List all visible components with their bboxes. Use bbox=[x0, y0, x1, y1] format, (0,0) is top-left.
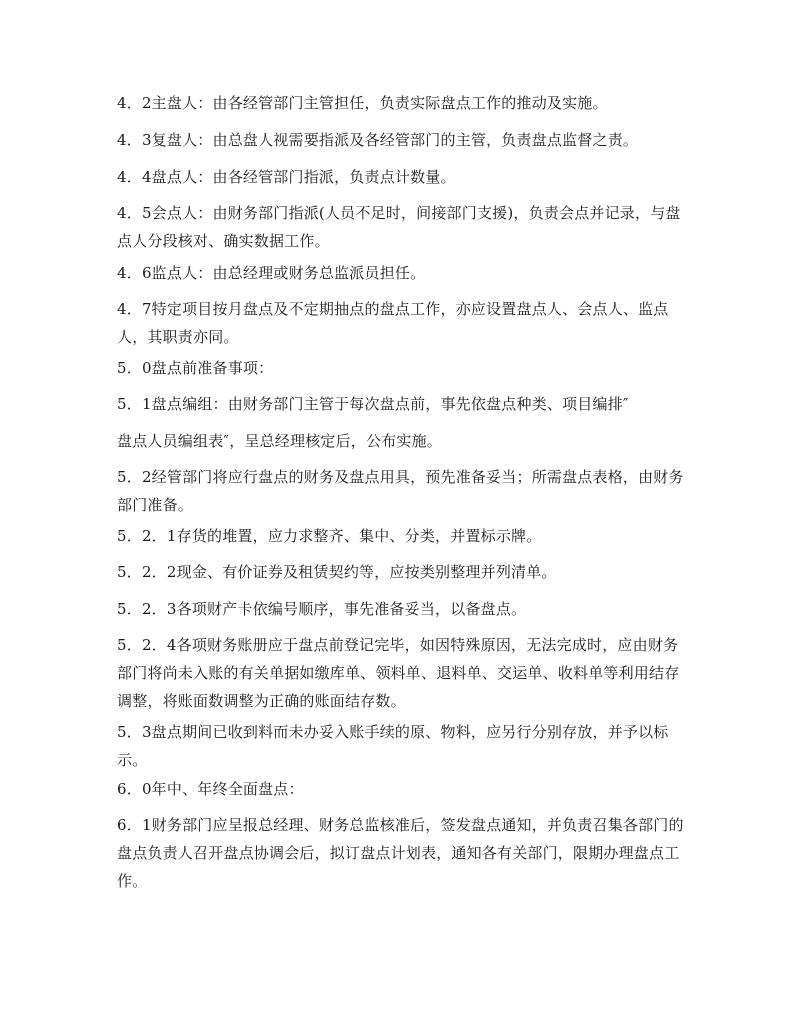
paragraph-5-2-3: 5．2．3各项财产卡依编号顺序，事先准备妥当，以备盘点。 bbox=[117, 600, 527, 618]
paragraph-5-2: 5．2经管部门将应行盘点的财务及盘点用具，预先准备妥当；所需盘点表格，由财务部门准备。 bbox=[117, 468, 684, 514]
paragraph-4-7: 4．7特定项目按月盘点及不定期抽点的盘点工作，亦应设置盘点人、会点人、监点人，其职责亦同。 bbox=[117, 300, 669, 346]
paragraph-4-6: 4．6监点人：由总经理或财务总监派员担任。 bbox=[117, 264, 426, 282]
section-5-0-heading: 5．0盘点前准备事项： bbox=[117, 359, 274, 377]
paragraph-5-2-4: 5．2．4各项财务账册应于盘点前登记完毕，如因特殊原因，无法完成时，应由财务部门将尚未入账的有关单据如缴库单、领料单、退料单、交运单、收料单等利用结存调整，将账面数调整为正确的账面结存数。 bbox=[117, 636, 680, 710]
paragraph-5-1: 5．1盘点编组：由财务部门主管于每次盘点前，事先依盘点种类、项目编排″ bbox=[117, 395, 629, 413]
paragraph-5-1-continued: 盘点人员编组表″，呈总经理核定后，公布实施。 bbox=[117, 432, 443, 450]
paragraph-5-2-2: 5．2．2现金、有价证券及租赁契约等，应按类别整理并列清单。 bbox=[117, 563, 557, 581]
paragraph-4-5: 4．5会点人：由财务部门指派(人员不足时，间接部门支援)，负责会点并记录，与盘点人分段核对、确实数据工作。 bbox=[117, 204, 681, 250]
section-6-0-heading: 6．0年中、年终全面盘点： bbox=[117, 780, 304, 798]
paragraph-4-3: 4．3复盘人：由总盘人视需要指派及各经管部门的主管，负责盘点监督之责。 bbox=[117, 131, 639, 149]
paragraph-6-1: 6．1财务部门应呈报总经理、财务总监核准后，签发盘点通知，并负责召集各部门的盘点负责人召开盘点协调会后，拟订盘点计划表，通知各有关部门，限期办理盘点工作。 bbox=[117, 816, 684, 890]
paragraph-5-3: 5．3盘点期间已收到料而未办妥入账手续的原、物料，应另行分别存放，并予以标示。 bbox=[117, 723, 669, 769]
paragraph-4-4: 4．4盘点人：由各经管部门指派，负责点计数量。 bbox=[117, 168, 456, 186]
paragraph-4-2: 4．2主盘人：由各经管部门主管担任，负责实际盘点工作的推动及实施。 bbox=[117, 94, 608, 112]
paragraph-5-2-1: 5．2．1存货的堆置，应力求整齐、集中、分类，并置标示牌。 bbox=[117, 527, 542, 545]
